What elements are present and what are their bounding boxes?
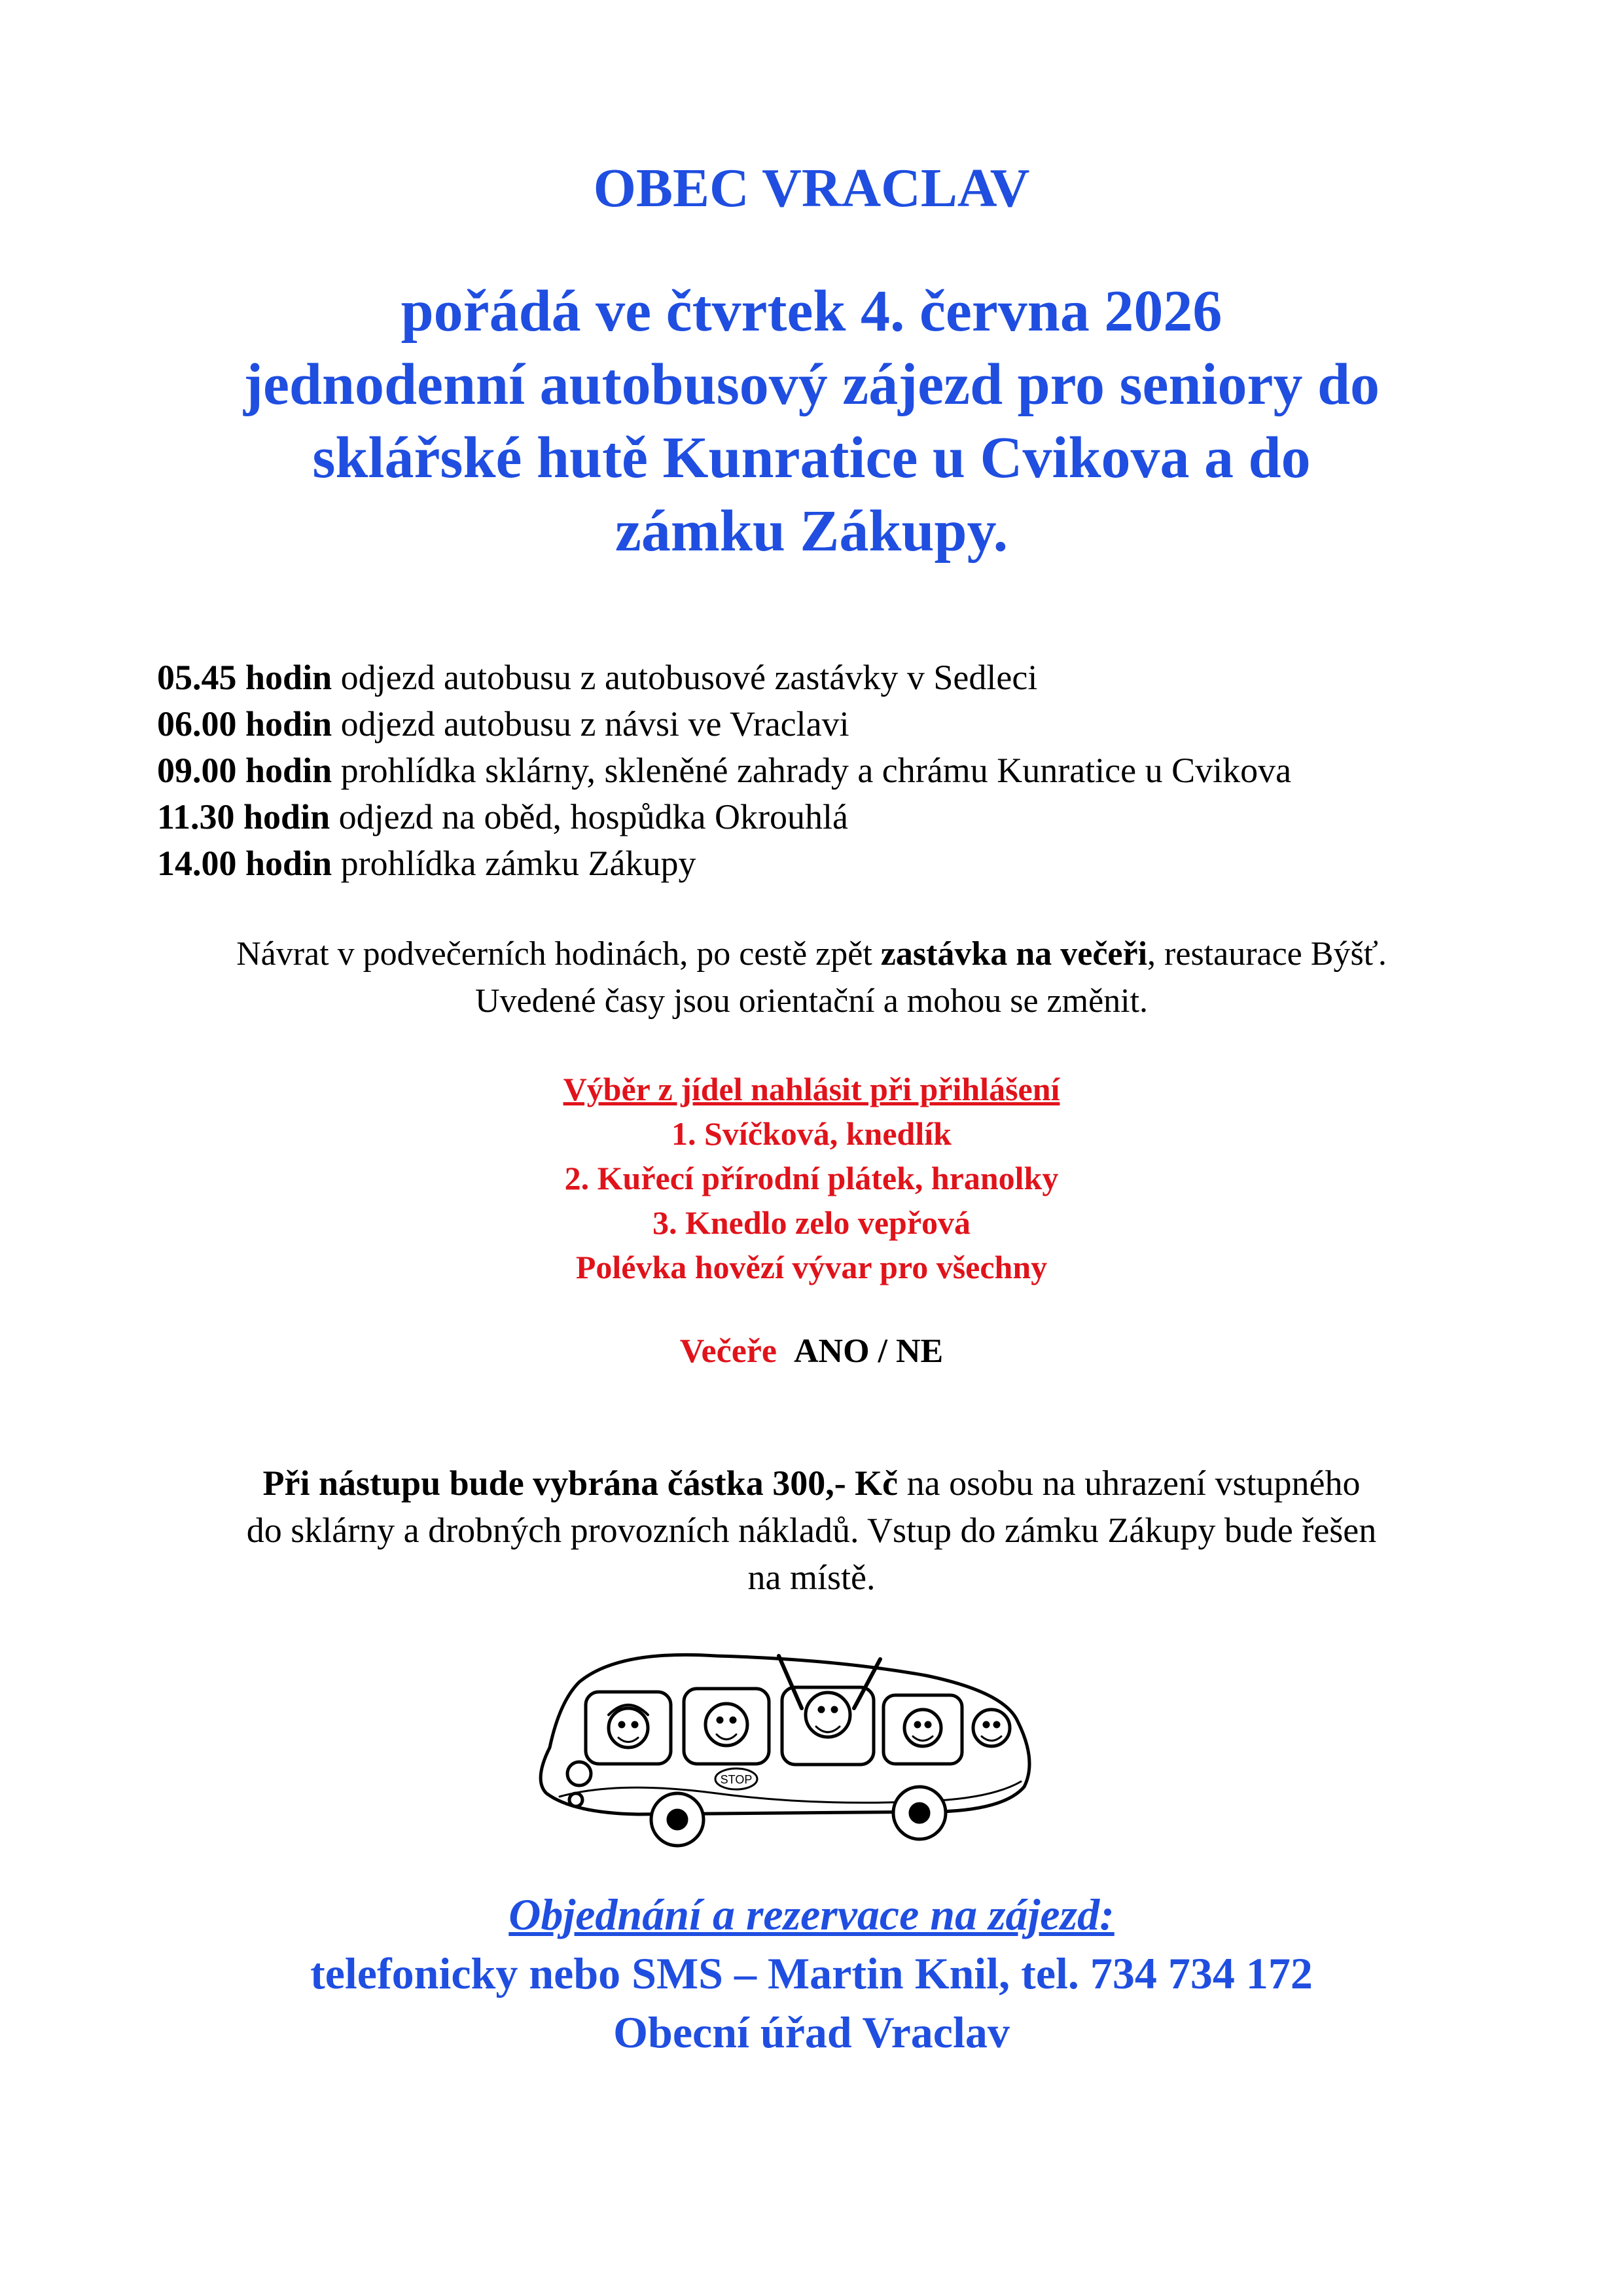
contact-heading: Objednání a rezervace na zájezd: (508, 1890, 1115, 1939)
schedule-time: 11.30 hodin (157, 797, 330, 836)
payment-purpose: na osobu na uhrazení vstupného (898, 1463, 1361, 1503)
headline-line-4: zámku Zákupy. (615, 499, 1008, 564)
schedule-text: odjezd autobusu z autobusové zastávky v Sedleci (332, 658, 1038, 697)
payment-line-2: do sklárny a drobných provozních nákladů. Vstup do zámku Zákupy bude řešen (246, 1511, 1377, 1550)
restaurant-text: , restaurace Býšť. (1147, 935, 1387, 973)
meal-heading: Výběr z jídel nahlásit při přihlášení (563, 1071, 1060, 1107)
dinner-stop-text: zastávka na večeři (880, 935, 1148, 973)
payment-line-3: na místě. (747, 1558, 876, 1597)
schedule-text: prohlídka zámku Zákupy (332, 844, 696, 883)
dinner-label: Večeře (679, 1333, 777, 1370)
bus-illustration (520, 1630, 1057, 1852)
schedule-row (157, 840, 1531, 887)
meal-soup: Polévka hovězí vývar pro všechny (575, 1249, 1048, 1285)
meal-selection (0, 1067, 1623, 1289)
schedule-list (157, 655, 1531, 887)
schedule-text: odjezd na oběd, hospůdka Okrouhlá (330, 797, 848, 836)
return-text: Návrat v podvečerních hodinách, po cestě zpět (236, 935, 881, 973)
meal-option: 2. Kuřecí přírodní plátek, hranolky (564, 1160, 1059, 1196)
schedule-text: odjezd autobusu z návsi ve Vraclavi (332, 704, 849, 744)
contact-info (0, 1885, 1623, 2062)
event-headline (0, 275, 1623, 568)
dinner-choice (0, 1329, 1623, 1374)
meal-option: 3. Knedlo zelo vepřová (652, 1204, 971, 1241)
payment-info (131, 1460, 1492, 1601)
payment-amount: Při nástupu bude vybrána částka 300,- Kč (262, 1463, 899, 1503)
headline-line-2: jednodenní autobusový zájezd pro seniory do (243, 352, 1380, 417)
headline-line-1: pořádá ve čtvrtek 4. června 2026 (401, 279, 1222, 344)
schedule-row (157, 747, 1531, 794)
schedule-row (157, 794, 1531, 840)
return-info (0, 931, 1623, 1025)
return-line-2: Uvedené časy jsou orientační a mohou se změnit. (474, 982, 1149, 1020)
schedule-time: 14.00 hodin (157, 844, 332, 883)
schedule-text: prohlídka sklárny, skleněné zahrady a chrámu Kunratice u Cvikova (332, 751, 1292, 790)
schedule-time: 09.00 hodin (157, 751, 332, 790)
return-line-1 (0, 931, 1623, 978)
dinner-options: ANO / NE (793, 1333, 944, 1370)
stop-sign-label: STOP (720, 1773, 753, 1786)
schedule-row (157, 655, 1531, 701)
payment-line-1 (131, 1460, 1492, 1507)
schedule-time: 06.00 hodin (157, 704, 332, 744)
contact-office: Obecní úřad Vraclav (613, 2007, 1010, 2057)
schedule-time: 05.45 hodin (157, 658, 332, 697)
headline-line-3: sklářské hutě Kunratice u Cvikova a do (312, 425, 1311, 490)
schedule-row (157, 701, 1531, 747)
contact-phone: telefonicky nebo SMS – Martin Knil, tel. 734 734 172 (310, 1948, 1313, 1998)
meal-option: 1. Svíčková, knedlík (671, 1115, 952, 1152)
organizer-title: OBEC VRACLAV (593, 158, 1030, 219)
